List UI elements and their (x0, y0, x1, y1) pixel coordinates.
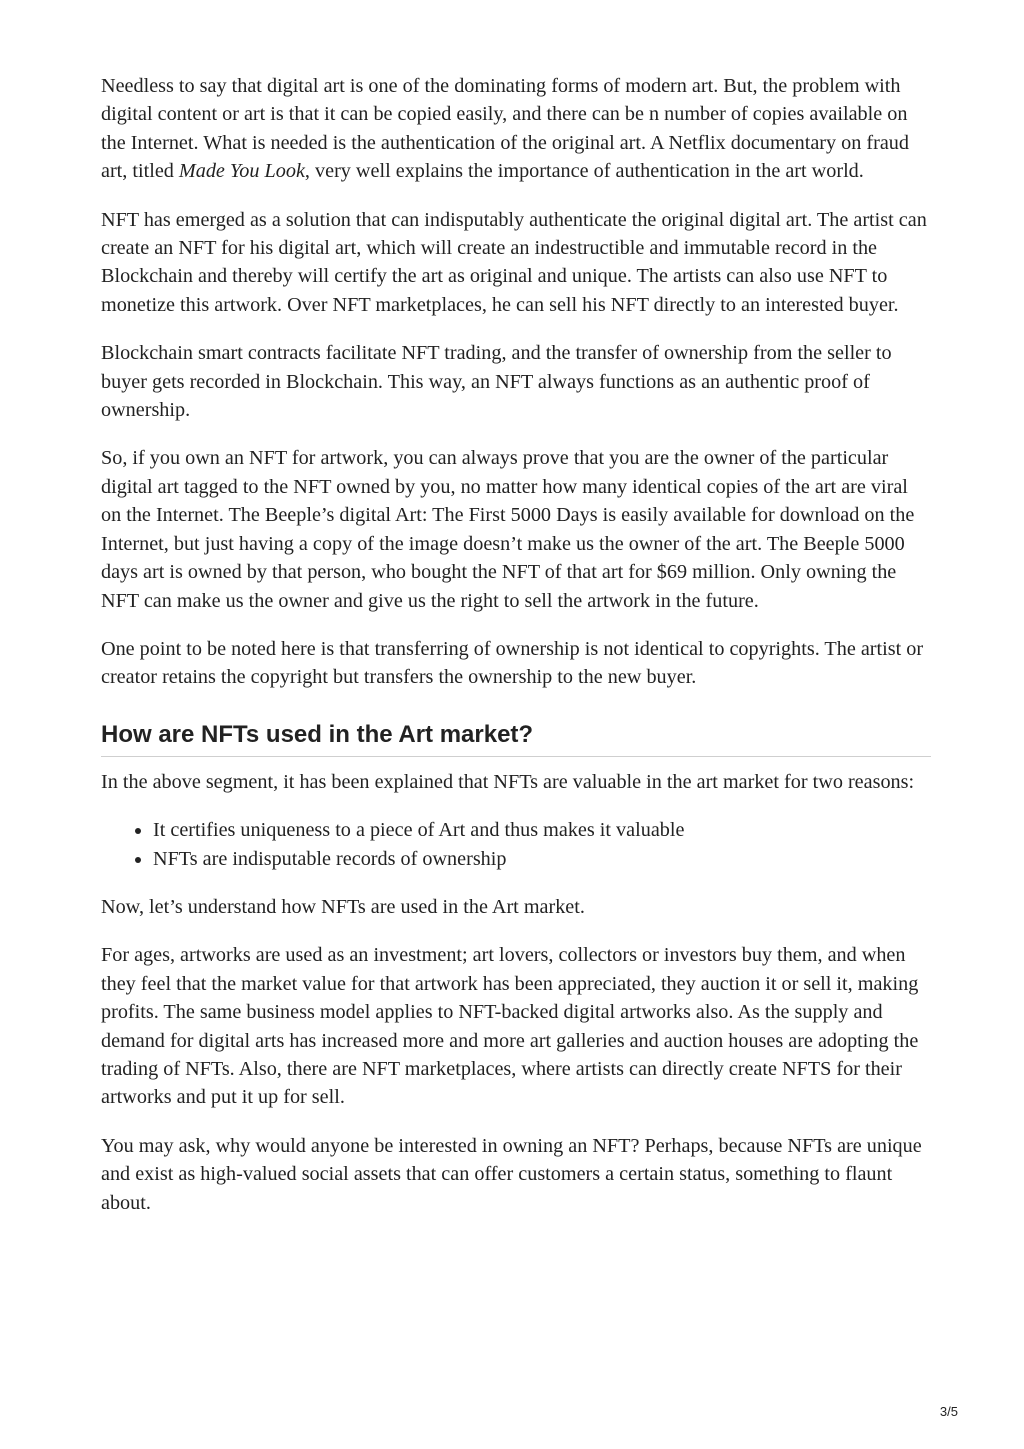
reasons-list (101, 816, 931, 873)
list-item: • It certifies uniqueness to a piece of Art and thus makes it valuable (153, 816, 931, 844)
paragraph-smart-contracts: Blockchain smart contracts facilitate NFT trading, and the transfer of ownership from the seller to buyer gets recorded in Blockchain. This way, an NFT always functions as an authentic proof of ownership. (101, 342, 892, 422)
list-item: • NFTs are indisputable records of ownership (153, 845, 931, 873)
paragraph-digital-art-authentication (101, 72, 931, 186)
paragraph-copyright-note: One point to be noted here is that transferring of ownership is not identical to copyrights. The artist or creator retains the copyright but transfers the ownership to the new buyer. (101, 637, 924, 689)
section-heading: How are NFTs used in the Art market? (101, 720, 931, 757)
document-page (101, 72, 931, 1237)
paragraph-understand-usage: Now, let’s understand how NFTs are used in the Art market. (101, 895, 585, 918)
paragraph-text: , very well explains the importance of authentication in the art world. (304, 160, 864, 183)
page-number: 3/5 (939, 1404, 958, 1419)
paragraph-ownership-proof: So, if you own an NFT for artwork, you can always prove that you are the owner of the particular digital art tagged to the NFT owned by you, no matter how many identical copies of the art are viral on the Internet. The Beeple’s digital Art: The First 5000 Days is easily available for download on the Internet, but just having a copy of the image doesn’t make us the owner of the art. The Beeple 5000 days art is owned by that person, who bought the NFT of that art for $69 million. Only owning the NFT can make us the owner and give us the right to sell the artwork in the future. (101, 447, 915, 612)
section-lead-paragraph: In the above segment, it has been explained that NFTs are valuable in the art market for two reasons: (101, 770, 915, 793)
paragraph-why-own-nft: You may ask, why would anyone be interested in owning an NFT? Perhaps, because NFTs are unique and exist as high-valued social assets that can offer customers a certain status, something to flaunt about. (101, 1134, 922, 1214)
paragraph-nft-solution: NFT has emerged as a solution that can indisputably authenticate the original digital art. The artist can create an NFT for his digital art, which will create an indestructible and immutable record in the Blockchain and thereby will certify the art as original and unique. The artists can also use NFT to monetize this artwork. Over NFT marketplaces, he can sell his NFT directly to an interested buyer. (101, 208, 927, 316)
paragraph-investment-model: For ages, artworks are used as an investment; art lovers, collectors or investors buy them, and when they feel that the market value for that artwork has been appreciated, they auction it or sell it, making profits. The same business model applies to NFT-backed digital artworks also. As the supply and demand for digital arts has increased more and more art galleries and auction houses are adopting the trading of NFTs. Also, there are NFT marketplaces, where artists can directly create NFTS for their artworks and put it up for sell. (101, 944, 919, 1109)
paragraph-text: Needless to say that digital art is one of the dominating forms of modern art. But, the problem with digital content or art is that it can be copied easily, and there can be n number of copies available on the Internet. What is needed is the authentication of the original art. A Netflix documentary on fraud art, titled (101, 75, 909, 183)
documentary-title: Made You Look (178, 160, 305, 183)
